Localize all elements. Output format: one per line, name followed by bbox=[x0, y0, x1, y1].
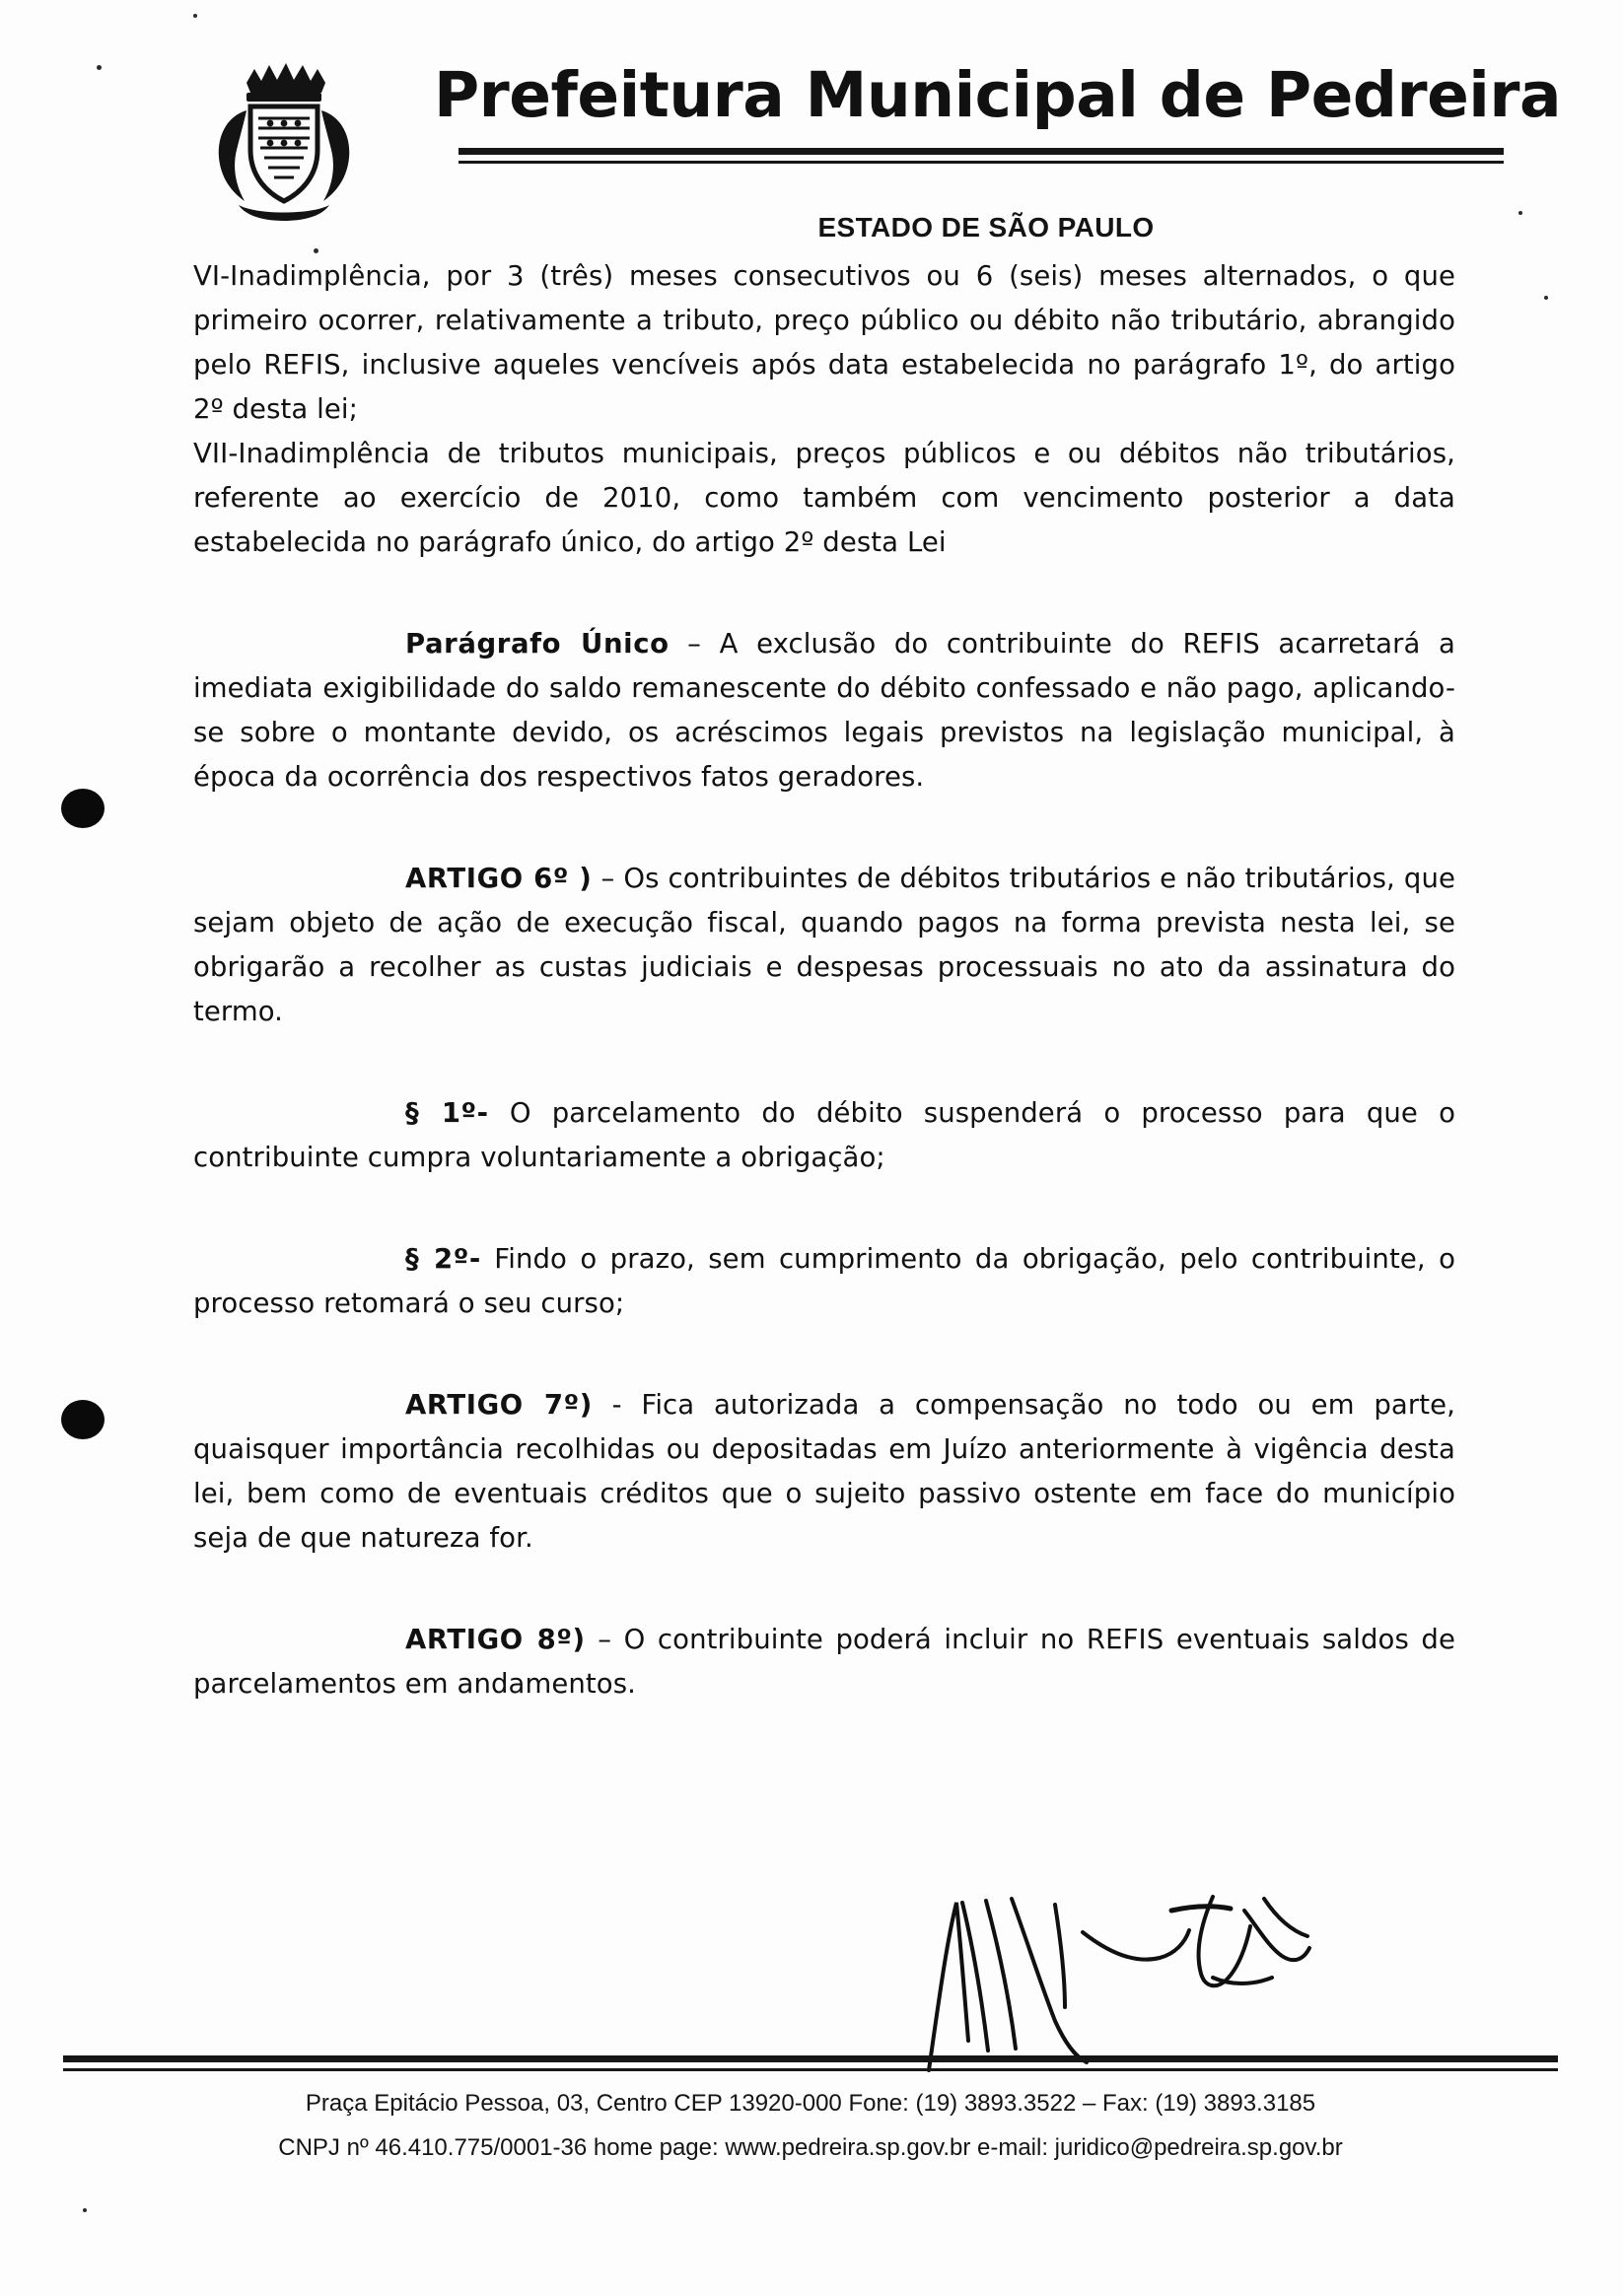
scan-speck bbox=[314, 248, 318, 253]
scan-speck bbox=[1518, 211, 1522, 215]
punch-hole-bottom bbox=[61, 1400, 105, 1439]
paragraph-text: - Fica autorizada a compensação no todo ou em parte, quaisquer importância recolhidas ou depositadas em Juízo anteriormente à vigência desta lei, bem como de eventuais créditos que o sujeito passivo ostente em face do município seja de que natureza for. bbox=[193, 1389, 1456, 1554]
spacer bbox=[193, 1326, 1455, 1383]
item-number: VII- bbox=[193, 438, 239, 469]
paragraph-unico bbox=[193, 622, 1455, 800]
paragraph-artigo-7 bbox=[193, 1383, 1455, 1561]
paragraph-par-1 bbox=[193, 1091, 1455, 1180]
paragraph-heading: § 2º- bbox=[405, 1243, 481, 1275]
item-text: Inadimplência, por 3 (três) meses consecutivos ou 6 (seis) meses alternados, o que primeiro ocorrer, relativamente a tributo, preço público ou débito não tributário, abrangido pelo REFIS, inclusive aqueles vencíveis após data estabelecida no parágrafo 1º, do artigo 2º desta lei; bbox=[193, 260, 1455, 425]
document-body bbox=[193, 254, 1455, 1706]
item-text: Inadimplência de tributos municipais, preços públicos e ou débitos não tributários, referente ao exercício de 2010, como também com vencimento posterior a data estabelecida no parágrafo único, do artigo 2º desta Lei bbox=[193, 438, 1455, 558]
footer-contact: CNPJ nº 46.410.775/0001-36 home page: www.pedreira.sp.gov.br e-mail: juridico@pedreira.sp.gov.br bbox=[278, 2134, 1343, 2161]
paragraph-artigo-8 bbox=[193, 1618, 1455, 1706]
list-item bbox=[193, 432, 1455, 565]
header-subtitle: ESTADO DE SÃO PAULO bbox=[817, 212, 1155, 243]
paragraph-par-2 bbox=[193, 1237, 1455, 1326]
list-item bbox=[193, 254, 1455, 432]
scan-speck bbox=[97, 65, 102, 70]
spacer bbox=[193, 1561, 1455, 1618]
scan-speck bbox=[193, 14, 197, 18]
punch-hole-top bbox=[61, 789, 105, 828]
paragraph-heading: ARTIGO 6º ) bbox=[405, 863, 593, 894]
footer-address: Praça Epitácio Pessoa, 03, Centro CEP 13920-000 Fone: (19) 3893.3522 – Fax: (19) 3893.3185 bbox=[305, 2090, 1316, 2117]
document-header bbox=[0, 30, 1623, 256]
spacer bbox=[193, 1034, 1455, 1091]
spacer bbox=[193, 565, 1455, 622]
paragraph-text: – A exclusão do contribuinte do REFIS acarretará a imediata exigibilidade do saldo remanescente do débito confessado e não pago, aplicando-se sobre o montante devido, os acréscimos legais previstos na legislação municipal, à época da ocorrência dos respectivos fatos geradores. bbox=[193, 628, 1456, 793]
paragraph-text: Findo o prazo, sem cumprimento da obrigação, pelo contribuinte, o processo retomará o seu curso; bbox=[193, 1243, 1455, 1319]
header-rule-thick bbox=[459, 148, 1504, 155]
scan-speck bbox=[83, 2208, 87, 2212]
paragraph-text: – Os contribuintes de débitos tributários e não tributários, que sejam objeto de ação de execução fiscal, quando pagos na forma prevista nesta lei, se obrigarão a recolher as custas judiciais e despesas processuais no ato da assinatura do termo. bbox=[193, 863, 1455, 1027]
paragraph-heading: ARTIGO 8º) bbox=[405, 1624, 586, 1655]
paragraph-heading: Parágrafo Único bbox=[405, 628, 670, 660]
paragraph-heading: § 1º- bbox=[405, 1097, 489, 1129]
footer-rule-thin bbox=[63, 2068, 1558, 2071]
paragraph-heading: ARTIGO 7º) bbox=[405, 1389, 593, 1421]
paragraph-text: O parcelamento do débito suspenderá o processo para que o contribuinte cumpra voluntariamente a obrigação; bbox=[193, 1097, 1455, 1173]
header-rule-thin bbox=[459, 161, 1504, 164]
paragraph-text: – O contribuinte poderá incluir no REFIS eventuais saldos de parcelamentos em andamentos. bbox=[193, 1624, 1456, 1700]
spacer bbox=[193, 1180, 1455, 1237]
page-title: Prefeitura Municipal de Pedreira bbox=[434, 59, 1561, 131]
coat-of-arms-icon bbox=[189, 45, 377, 233]
footer-rule-thick bbox=[63, 2055, 1558, 2062]
spacer bbox=[193, 800, 1455, 857]
item-number: VI- bbox=[193, 260, 231, 292]
paragraph-artigo-6 bbox=[193, 857, 1455, 1034]
scan-speck bbox=[1544, 296, 1548, 300]
